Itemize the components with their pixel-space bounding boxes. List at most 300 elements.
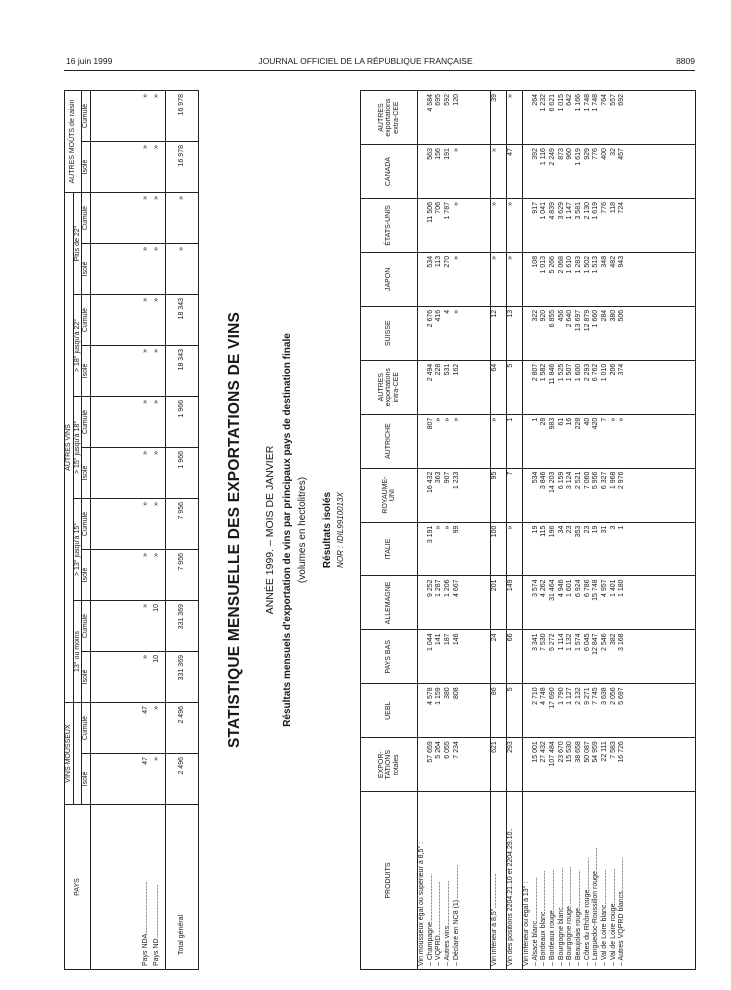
value-cell xyxy=(91,448,166,499)
product-cell xyxy=(506,792,522,970)
cell-value: » xyxy=(142,502,150,506)
cell-value: » xyxy=(142,196,150,200)
isole-header: Isolé xyxy=(82,346,91,397)
total-value: 2 496 xyxy=(166,754,199,805)
cell-value: 2 976 xyxy=(618,471,626,490)
product-cell xyxy=(491,792,507,970)
dot-leader: .......................... xyxy=(575,870,583,908)
cell-value: 12 xyxy=(491,309,499,318)
cell-value: 50 087 xyxy=(583,741,591,763)
pays-name: Pays ND..................................... xyxy=(153,884,161,966)
year-month-subtitle: ANNÉE 1999. – MOIS DE JANVIER xyxy=(264,445,276,615)
total-value: 331 369 xyxy=(166,601,199,652)
cell-value: 6 762 xyxy=(592,363,600,382)
value-cell xyxy=(91,91,166,142)
dot-leader: ................ xyxy=(592,847,600,872)
cell-value: » xyxy=(153,451,161,455)
dot-leader: .. xyxy=(506,828,514,832)
total-label: Total général xyxy=(166,805,199,970)
cell-value: 6 855 xyxy=(548,309,556,328)
cell-value: 1 525 xyxy=(557,363,565,382)
cell-value: 31 464 xyxy=(548,579,556,601)
cell-value: 4 xyxy=(444,309,452,314)
cell-value: 228 xyxy=(575,417,583,430)
value-cell xyxy=(418,414,491,468)
results-subtitle: Résultats mensuels d'exportation de vins par principaux pays de destination finale xyxy=(282,333,293,727)
mousseux-sub-header xyxy=(73,703,82,805)
value-cell xyxy=(506,199,522,253)
table-exports-by-country xyxy=(360,90,696,970)
dot-leader: ........................... xyxy=(557,868,565,908)
value-cell xyxy=(91,346,166,397)
cell-value xyxy=(523,202,532,250)
column-header: SUISSE xyxy=(361,306,418,360)
cell-value: » xyxy=(435,525,443,530)
cell-value: » xyxy=(452,255,460,260)
cell-value: 2 293 xyxy=(583,363,591,382)
value-cell xyxy=(506,414,522,468)
cell-value: 107 484 xyxy=(548,741,556,767)
cell-value: 1 206 xyxy=(444,579,452,597)
value-cell xyxy=(418,360,491,414)
cell-value: 1 xyxy=(618,525,626,530)
cell-value: 3 168 xyxy=(618,633,626,651)
cell-value: 11 846 xyxy=(548,363,556,385)
cell-value: 270 xyxy=(444,255,452,268)
dot-leader: ........................ xyxy=(601,869,609,905)
cell-value: 2 640 xyxy=(566,309,574,328)
value-cell xyxy=(491,252,507,306)
cell-value: 382 xyxy=(609,633,617,646)
cell-value xyxy=(523,633,532,681)
product-name: – Bourgogne rouge........................... xyxy=(566,867,574,966)
value-cell xyxy=(506,252,522,306)
column-header: CANADA xyxy=(361,145,418,199)
cell-value xyxy=(418,418,427,466)
cell-value: 1 610 xyxy=(566,255,574,274)
cell-value: 228 xyxy=(435,363,443,376)
cell-value xyxy=(523,741,532,789)
isole-header: Isolé xyxy=(82,652,91,703)
value-cell xyxy=(491,145,507,199)
cell-value: 1 401 xyxy=(609,579,617,597)
value-cell xyxy=(506,468,522,522)
column-header: AUTRES exportations extra-CEE xyxy=(361,91,418,145)
cell-value: 3 341 xyxy=(531,633,539,651)
cell-value xyxy=(418,633,427,681)
cell-value xyxy=(418,472,427,520)
cell-value: 19 xyxy=(592,525,600,534)
cell-value: » xyxy=(491,255,499,260)
product-name: – Côtes du Rhône rouge...................... xyxy=(583,857,591,966)
product-name: – Bordeaux blanc............................ xyxy=(540,871,548,966)
cell-value: 17 690 xyxy=(548,687,556,709)
cell-value: 563 xyxy=(426,148,434,160)
value-cell xyxy=(491,414,507,468)
cell-value: 695 xyxy=(435,94,443,106)
value-cell xyxy=(418,306,491,360)
cell-value: 5 697 xyxy=(618,687,626,705)
cell-value: 776 xyxy=(592,148,600,160)
cell-value: » xyxy=(452,148,460,152)
cell-value: 1 619 xyxy=(575,148,583,166)
cell-value: » xyxy=(491,417,499,422)
cell-value: 11 506 xyxy=(426,202,434,223)
isole-header: Isolé xyxy=(82,550,91,601)
cell-value: 5 264 xyxy=(435,741,443,759)
column-header: ITALIE xyxy=(361,522,418,576)
value-cell xyxy=(418,684,491,738)
value-cell xyxy=(522,684,695,738)
cell-value: » xyxy=(142,349,150,353)
cell-value: 47 xyxy=(142,706,150,714)
column-header: AUTRICHE xyxy=(361,414,418,468)
isole-header: Isolé xyxy=(82,244,91,295)
dot-leader: ............................ xyxy=(548,869,556,911)
value-cell xyxy=(91,244,166,295)
value-cell xyxy=(506,576,522,630)
value-cell xyxy=(491,522,507,576)
nor-reference: NOR : IDIL9910013X xyxy=(336,492,345,568)
cell-value: 5 xyxy=(506,363,514,368)
product-name: – Val de Loire rouge........................ xyxy=(609,868,617,966)
cell-value xyxy=(418,579,427,627)
cell-value: 1 180 xyxy=(618,579,626,597)
cell-value: 348 xyxy=(601,255,609,268)
cell-value xyxy=(523,94,532,142)
cell-value: 206 xyxy=(609,363,617,376)
vins-mousseux-header: VINS MOUSSEUX xyxy=(65,703,74,805)
table-row xyxy=(418,91,491,970)
cell-value: 16 432 xyxy=(426,471,434,494)
cell-value: » xyxy=(142,451,150,455)
page-title: STATISTIQUE MENSUELLE DES EXPORTATIONS DE VINS xyxy=(226,311,243,749)
cell-value: 943 xyxy=(618,255,626,268)
cell-value: 4 839 xyxy=(548,202,556,220)
value-cell xyxy=(418,630,491,684)
cell-value: » xyxy=(153,706,161,710)
cell-value: 6 621 xyxy=(548,94,556,112)
cumule-header: Cumulé xyxy=(82,703,91,754)
cell-value: 4 262 xyxy=(540,579,548,597)
value-cell xyxy=(522,306,695,360)
cell-value: 100 xyxy=(491,525,499,538)
value-cell xyxy=(522,199,695,253)
cell-value: 7 530 xyxy=(540,633,548,651)
cell-value: 392 xyxy=(531,148,539,160)
total-value: 1 966 xyxy=(166,397,199,448)
cell-value: 23 670 xyxy=(557,741,565,763)
cell-value: » xyxy=(142,298,150,302)
value-cell xyxy=(522,630,695,684)
dot-leader: ........................ xyxy=(609,868,617,904)
autres-mouts-header: AUTRES MOÛTS de raisin xyxy=(65,91,82,193)
value-cell xyxy=(91,142,166,193)
cell-value: 3 124 xyxy=(566,471,574,490)
cell-value: 64 xyxy=(491,363,499,372)
cell-value: » xyxy=(452,202,460,206)
cell-value: » xyxy=(142,604,150,608)
cell-value: 5 956 xyxy=(592,471,600,490)
cell-value xyxy=(418,687,427,735)
cell-value: » xyxy=(452,417,460,422)
cell-value: 420 xyxy=(592,417,600,430)
cell-value: 692 xyxy=(618,94,626,106)
cell-value: 1 283 xyxy=(575,255,583,274)
cell-value: » xyxy=(153,298,161,302)
cell-value: 1 748 xyxy=(583,94,591,112)
header-date: 16 juin 1999 xyxy=(66,56,113,66)
cell-value: 3 574 xyxy=(531,579,539,597)
cell-value: 13 xyxy=(506,309,514,318)
product-name: – Alsace blanc.............................. xyxy=(531,877,539,966)
cell-value: 374 xyxy=(618,363,626,376)
dot-leader: ...................... xyxy=(583,857,591,890)
cell-value: 4 957 xyxy=(601,579,609,597)
cell-value: » xyxy=(506,202,514,206)
resultats-isoles-heading: Résultats isolés xyxy=(322,491,333,569)
value-cell xyxy=(91,295,166,346)
cell-value: » xyxy=(452,309,460,314)
product-name: – Languedoc-Roussillon rouge................ xyxy=(592,847,600,966)
cell-value: 6 924 xyxy=(575,579,583,597)
cell-value: 3 581 xyxy=(575,202,583,220)
cell-value: 201 xyxy=(491,579,499,592)
cell-value: 47 xyxy=(506,148,514,156)
value-cell xyxy=(91,193,166,244)
cell-value: 6 786 xyxy=(583,579,591,597)
total-value: 16 978 xyxy=(166,91,199,142)
value-cell xyxy=(491,684,507,738)
cell-value: 156 xyxy=(435,148,443,160)
column-header: JAPON xyxy=(361,252,418,306)
cell-value: 23 xyxy=(583,525,591,534)
degree-range-header: Plus de 22° xyxy=(73,193,82,295)
value-cell xyxy=(506,522,522,576)
total-value: 7 956 xyxy=(166,550,199,601)
cell-value: 3 846 xyxy=(540,471,548,490)
value-cell xyxy=(522,738,695,792)
cell-value: 2 130 xyxy=(583,202,591,220)
value-cell xyxy=(491,199,507,253)
cell-value xyxy=(418,310,427,358)
cell-value xyxy=(418,526,427,574)
value-cell xyxy=(418,145,491,199)
cell-value: 1 044 xyxy=(426,633,434,651)
product-name: Vin des positions 2204.21.10 et 2204.29.10.. xyxy=(506,828,514,966)
cell-value: » xyxy=(153,553,161,557)
cell-value: 7 583 xyxy=(609,741,617,759)
cell-value: 7 xyxy=(506,471,514,476)
cell-value: 27 432 xyxy=(540,741,548,763)
table-row xyxy=(491,91,507,970)
cell-value: 1 232 xyxy=(540,94,548,112)
cell-value: 5 272 xyxy=(548,633,556,651)
cumule-header: Cumulé xyxy=(82,397,91,448)
product-name: – Autres VQPRD blancs....................... xyxy=(618,858,626,966)
degree-range-header: > 13° jusqu'à 15° xyxy=(73,499,82,601)
table-row xyxy=(506,91,522,970)
autres-vins-header: AUTRES VINS xyxy=(65,193,74,703)
cell-value: 1 660 xyxy=(592,309,600,328)
cell-value: 10 xyxy=(153,655,161,663)
total-value: 2 496 xyxy=(166,703,199,754)
cell-value: 400 xyxy=(601,148,609,160)
cell-value: 99 xyxy=(452,525,460,534)
cell-value: 1 116 xyxy=(540,148,548,166)
cell-value xyxy=(523,148,532,196)
product-name: – Autres vins............................... xyxy=(444,881,452,966)
cell-value: 1 507 xyxy=(566,363,574,382)
table-pays-summary xyxy=(64,90,199,970)
cell-value: » xyxy=(142,655,150,659)
header-journal-title: JOURNAL OFFICIEL DE LA RÉPUBLIQUE FRANÇAISE xyxy=(258,56,473,66)
cell-value xyxy=(523,256,532,304)
cell-value: 621 xyxy=(491,741,499,753)
cell-value: 1 748 xyxy=(592,94,600,112)
cell-value: 187 xyxy=(444,633,452,646)
cumule-header: Cumulé xyxy=(82,499,91,550)
cell-value: 32 xyxy=(609,148,617,156)
value-cell xyxy=(418,468,491,522)
column-header: ALLEMAGNE xyxy=(361,576,418,630)
value-cell xyxy=(91,652,166,703)
pays-name: Pays NDA.................................... xyxy=(142,881,150,966)
cell-value: » xyxy=(153,196,161,200)
cell-value: 6 055 xyxy=(444,741,452,759)
cell-value: 66 xyxy=(506,633,514,642)
cell-value: 120 xyxy=(452,94,460,106)
value-cell xyxy=(491,738,507,792)
cell-value: 1 619 xyxy=(592,202,600,220)
product-name: – Déclaré en NC8 (1)........................ xyxy=(452,865,460,966)
cell-value xyxy=(523,418,532,466)
dot-leader: ........................... xyxy=(566,867,574,907)
table-row xyxy=(91,91,166,970)
column-header: AUTRES exportations intra-CEE xyxy=(361,360,418,414)
dot-leader: ............................... xyxy=(444,881,452,926)
degree-range-header: > 15° jusqu'à 18° xyxy=(73,397,82,499)
value-cell xyxy=(418,738,491,792)
cell-value: 4 946 xyxy=(557,579,565,597)
header-page-number: 8809 xyxy=(676,56,695,66)
cell-value: 917 xyxy=(531,202,539,214)
cell-value: 47 xyxy=(142,757,150,765)
cell-value xyxy=(418,256,427,304)
value-cell xyxy=(522,360,695,414)
cell-value: 456 xyxy=(557,309,565,322)
cell-value: 1 xyxy=(506,417,514,422)
cell-value: 9 271 xyxy=(583,687,591,705)
cell-value: 16 726 xyxy=(618,741,626,763)
header-rule xyxy=(64,70,695,71)
pays-cell xyxy=(91,805,166,970)
cell-value: 4 667 xyxy=(452,579,460,597)
cell-value: 5 266 xyxy=(548,255,556,274)
cell-value: 23 xyxy=(566,525,574,534)
cell-value: » xyxy=(153,502,161,506)
value-cell xyxy=(506,360,522,414)
cell-value: 61 xyxy=(557,417,565,426)
cell-value: 13 697 xyxy=(575,309,583,332)
cell-value: 2 056 xyxy=(609,687,617,705)
dot-leader: ............................ xyxy=(540,871,548,912)
total-value: 18 343 xyxy=(166,295,199,346)
cell-value: 38 658 xyxy=(575,741,583,763)
cell-value: 2 521 xyxy=(575,471,583,490)
cell-value: 380 xyxy=(609,309,617,322)
cell-value xyxy=(418,741,427,789)
isole-header: Isolé xyxy=(82,754,91,805)
value-cell xyxy=(418,252,491,306)
value-cell xyxy=(91,550,166,601)
dot-leader: ..................................... xyxy=(435,881,443,936)
cell-value: 264 xyxy=(531,94,539,106)
cell-value: 16 xyxy=(566,417,574,426)
cell-value: 1 132 xyxy=(566,633,574,651)
cell-value: 482 xyxy=(609,255,617,268)
cell-value: 1 147 xyxy=(566,202,574,220)
product-name: Vin inférieur ou égal à 13° : xyxy=(522,881,530,966)
value-cell xyxy=(418,522,491,576)
pays-header: PAYS xyxy=(65,805,91,970)
cell-value: 2 494 xyxy=(426,363,434,382)
cell-value: 764 xyxy=(601,94,609,106)
cell-value: » xyxy=(153,349,161,353)
total-value: 7 956 xyxy=(166,499,199,550)
total-value: 1 966 xyxy=(166,448,199,499)
total-value: » xyxy=(166,193,199,244)
cell-value: » xyxy=(142,400,150,404)
cumule-header: Cumulé xyxy=(82,193,91,244)
column-header: PRODUITS xyxy=(361,792,418,970)
cell-value xyxy=(523,472,532,520)
total-value: 18 343 xyxy=(166,346,199,397)
cell-value: 1 233 xyxy=(452,471,460,490)
table2-header-row xyxy=(361,91,418,970)
cell-value: 2 546 xyxy=(601,633,609,651)
cell-value: 1 013 xyxy=(540,255,548,274)
value-cell xyxy=(522,91,695,145)
cell-value xyxy=(418,94,427,142)
cell-value: 1 159 xyxy=(435,687,443,705)
cell-value: 322 xyxy=(531,309,539,322)
cell-value xyxy=(523,687,532,735)
dot-leader: ................................. xyxy=(426,874,434,923)
cell-value: 15 530 xyxy=(566,741,574,763)
cell-value xyxy=(418,202,427,250)
cell-value xyxy=(523,526,532,574)
cell-value: 1 968 xyxy=(609,471,617,490)
cell-value: 929 xyxy=(583,148,591,160)
cell-value: 7 060 xyxy=(583,471,591,490)
cell-value: 4 748 xyxy=(540,687,548,705)
cell-value: 2 710 xyxy=(531,687,539,705)
value-cell xyxy=(522,468,695,522)
value-cell xyxy=(418,91,491,145)
cell-value: 10 xyxy=(153,604,161,612)
cell-value xyxy=(418,148,427,196)
product-name: Vin inférieur à 8,5°........................ xyxy=(491,873,499,966)
dot-leader: ..................................... xyxy=(153,884,161,939)
cell-value: 9 252 xyxy=(426,579,434,597)
cell-value: 54 959 xyxy=(592,741,600,763)
column-header: UEBL xyxy=(361,684,418,738)
cell-value: 22 111 xyxy=(601,741,609,762)
cell-value: 873 xyxy=(557,148,565,160)
value-cell xyxy=(506,630,522,684)
cell-value: 920 xyxy=(540,309,548,322)
